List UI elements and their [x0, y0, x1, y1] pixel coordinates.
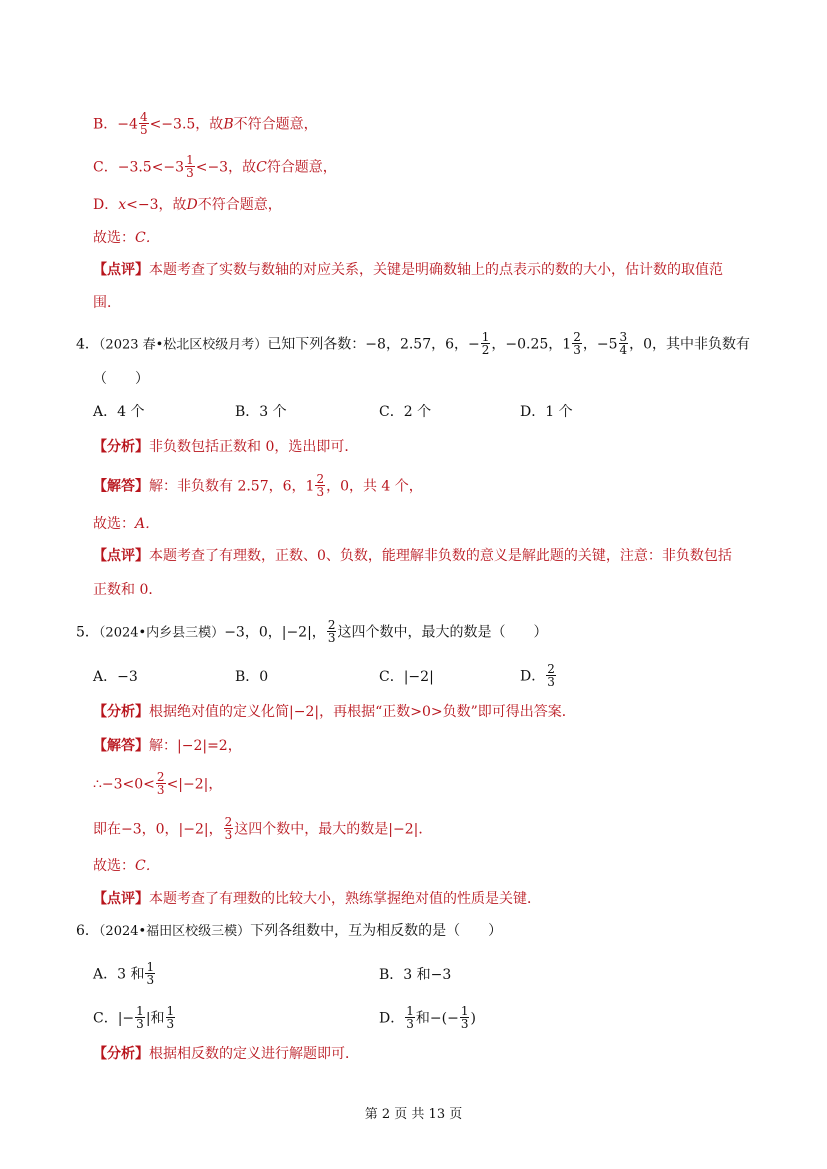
q6-options-row1	[93, 962, 451, 987]
fraction: $\frac{1}{3}$	[166, 1004, 175, 1031]
q6-option-b: B．3 和−3	[379, 966, 452, 983]
q4-option-c: C．2 个	[379, 404, 432, 420]
q3-option-d-check: D．x<−3，故D不符合题意，	[93, 197, 282, 213]
q6-option-c: C．|− $\frac{1}{3}$ |和 $\frac{1}{3}$	[93, 1004, 175, 1031]
fraction: $\frac{2}{3}$	[547, 662, 555, 689]
q4-answer-paren: （ ）	[93, 371, 149, 387]
q4-comment-cont: 正数和 0．	[93, 582, 163, 598]
q4-option-b: B．3 个	[235, 404, 287, 420]
fraction: $\frac{1}{3}$	[186, 153, 194, 180]
fraction: $\frac{1}{3}$	[146, 960, 155, 987]
q5-stem: 5．（2024•内乡县三模）−3，0，|−2|， $\frac{2}{3}$ 这四个数中，最大的数是（ ）	[76, 618, 548, 645]
q3-option-b-check: B．−4 $\frac{4}{5}$ <−3.5，故B不符合题意，	[93, 110, 318, 137]
q5-option-d: D． $\frac{2}{3}$	[520, 662, 555, 689]
fraction: $\frac{2}{3}$	[316, 472, 325, 499]
q6-options-row2	[93, 1006, 476, 1031]
q4-comment: 【点评】本题考查了有理数，正数、0、负数，能理解非负数的意义是解此题的关键，注意：非负数包括	[93, 548, 732, 564]
fraction: $\frac{2}{3}$	[156, 770, 165, 797]
fraction: $\frac{4}{5}$	[139, 110, 148, 137]
fraction: $\frac{3}{4}$	[619, 330, 628, 357]
fraction: $\frac{2}{3}$	[573, 330, 581, 357]
q5-option-a: A．−3	[93, 668, 138, 685]
fraction: $\frac{1}{2}$	[481, 330, 490, 357]
q4-options	[93, 402, 573, 422]
page-footer: 第 2 页 共 13 页	[364, 1107, 463, 1122]
q6-stem: 6．（2024•福田区校级三模）下列各组数中，互为相反数的是（ ）	[76, 923, 503, 939]
q4-option-a: A．4 个	[93, 404, 145, 420]
q6-option-d: D． $\frac{1}{3}$ 和−(− $\frac{1}{3}$ )	[379, 1004, 476, 1031]
q4-stem: 4．（2023 春•松北区校级月考）已知下列各数：−8，2.57，6，− $\frac{1}{2}$ ，−0.25，1 $\frac{2}{3}$ ，−5 $\frac{3}{4}$ ，0，其中非负数有	[76, 330, 751, 357]
q5-analysis: 【分析】根据绝对值的定义化简|−2|，再根据“正数>0>负数”即可得出答案．	[93, 704, 576, 720]
fraction: $\frac{1}{3}$	[136, 1004, 144, 1031]
q5-solution-step2: ∴−3<0< $\frac{2}{3}$ <|−2|，	[93, 770, 223, 797]
fraction: $\frac{1}{3}$	[460, 1004, 469, 1031]
fraction: $\frac{1}{3}$	[406, 1004, 414, 1031]
q6-analysis: 【分析】根据相反数的定义进行解题即可．	[93, 1046, 359, 1062]
q4-answer: 故选：A．	[93, 516, 160, 532]
q5-answer: 故选：C．	[93, 858, 160, 874]
fraction: $\frac{2}{3}$	[224, 815, 233, 842]
q5-solution-step3: 即在−3，0，|−2|， $\frac{2}{3}$ 这四个数中，最大的数是|−2|．	[93, 815, 433, 842]
fraction: $\frac{2}{3}$	[327, 618, 336, 645]
q5-option-b: B．0	[235, 668, 269, 685]
q3-comment-cont: 围．	[93, 295, 121, 311]
q3-option-c-check: C．−3.5<−3 $\frac{1}{3}$ <−3，故C符合题意，	[93, 153, 337, 180]
q3-comment: 【点评】本题考查了实数与数轴的对应关系，关键是明确数轴上的点表示的数的大小，估计数的取值范	[93, 262, 723, 278]
q5-options	[93, 664, 557, 689]
q5-option-c: C．|−2|	[379, 668, 434, 685]
q6-option-a: A．3 和 $\frac{1}{3}$	[93, 960, 155, 987]
q5-solution: 【解答】解：|−2|=2，	[93, 738, 242, 754]
q3-answer: 故选：C．	[93, 230, 160, 246]
q4-option-d: D．1 个	[520, 404, 573, 420]
q4-solution: 【解答】解：非负数有 2.57，6，1 $\frac{2}{3}$ ，0，共 4 个，	[93, 472, 423, 499]
q5-comment: 【点评】本题考查了有理数的比较大小，熟练掌握绝对值的性质是关键．	[93, 891, 541, 907]
q4-analysis: 【分析】非负数包括正数和 0，选出即可．	[93, 439, 359, 455]
